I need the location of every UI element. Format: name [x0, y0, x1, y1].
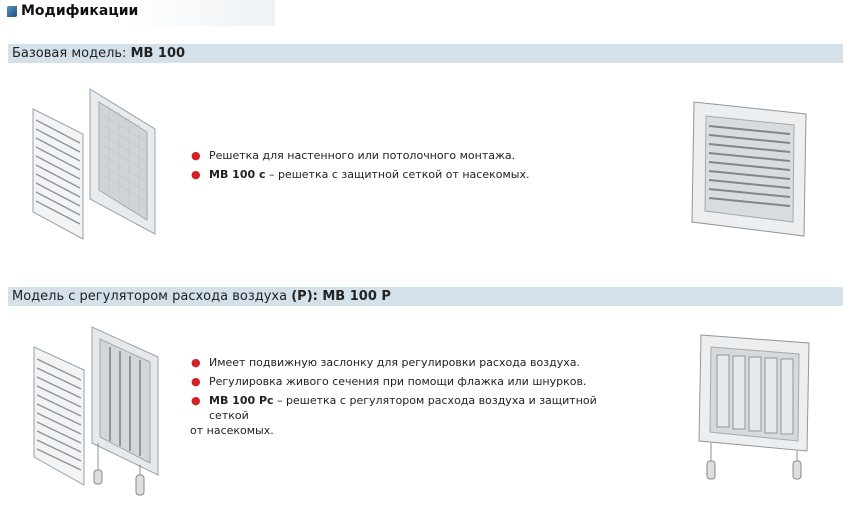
- grille-front-image: [690, 100, 808, 238]
- list-item: ● МВ 100 с – решетка с защитной сеткой от насекомых.: [191, 168, 530, 181]
- section-marker-icon: [7, 6, 17, 17]
- section-header-basic: [8, 44, 843, 63]
- list-item: ● Имеет подвижную заслонку для регулировки расхода воздуха.: [191, 356, 580, 369]
- grille-exploded-image: [25, 84, 170, 244]
- feature-list-basic: [190, 146, 529, 184]
- page-title: Модификации: [21, 3, 139, 19]
- list-item: ● Регулировка живого сечения при помощи флажка или шнурков.: [191, 375, 587, 388]
- section-title: Модель с регулятором расхода воздуха (Р): МВ 100 Р: [12, 289, 391, 304]
- list-item: ● Решетка для настенного или потолочного монтажа.: [191, 149, 516, 162]
- page-header: [0, 0, 275, 26]
- regulator-grille-front-image: [697, 333, 812, 488]
- list-item: ● МВ 100 Рс – решетка с регулятором расхода воздуха и защитной сеткой от насекомых.: [190, 394, 597, 437]
- section-title: Базовая модель: МВ 100: [12, 46, 186, 61]
- feature-list-regulator: [190, 353, 640, 438]
- regulator-grille-exploded-image: [30, 325, 165, 500]
- section-header-regulator: [8, 287, 843, 306]
